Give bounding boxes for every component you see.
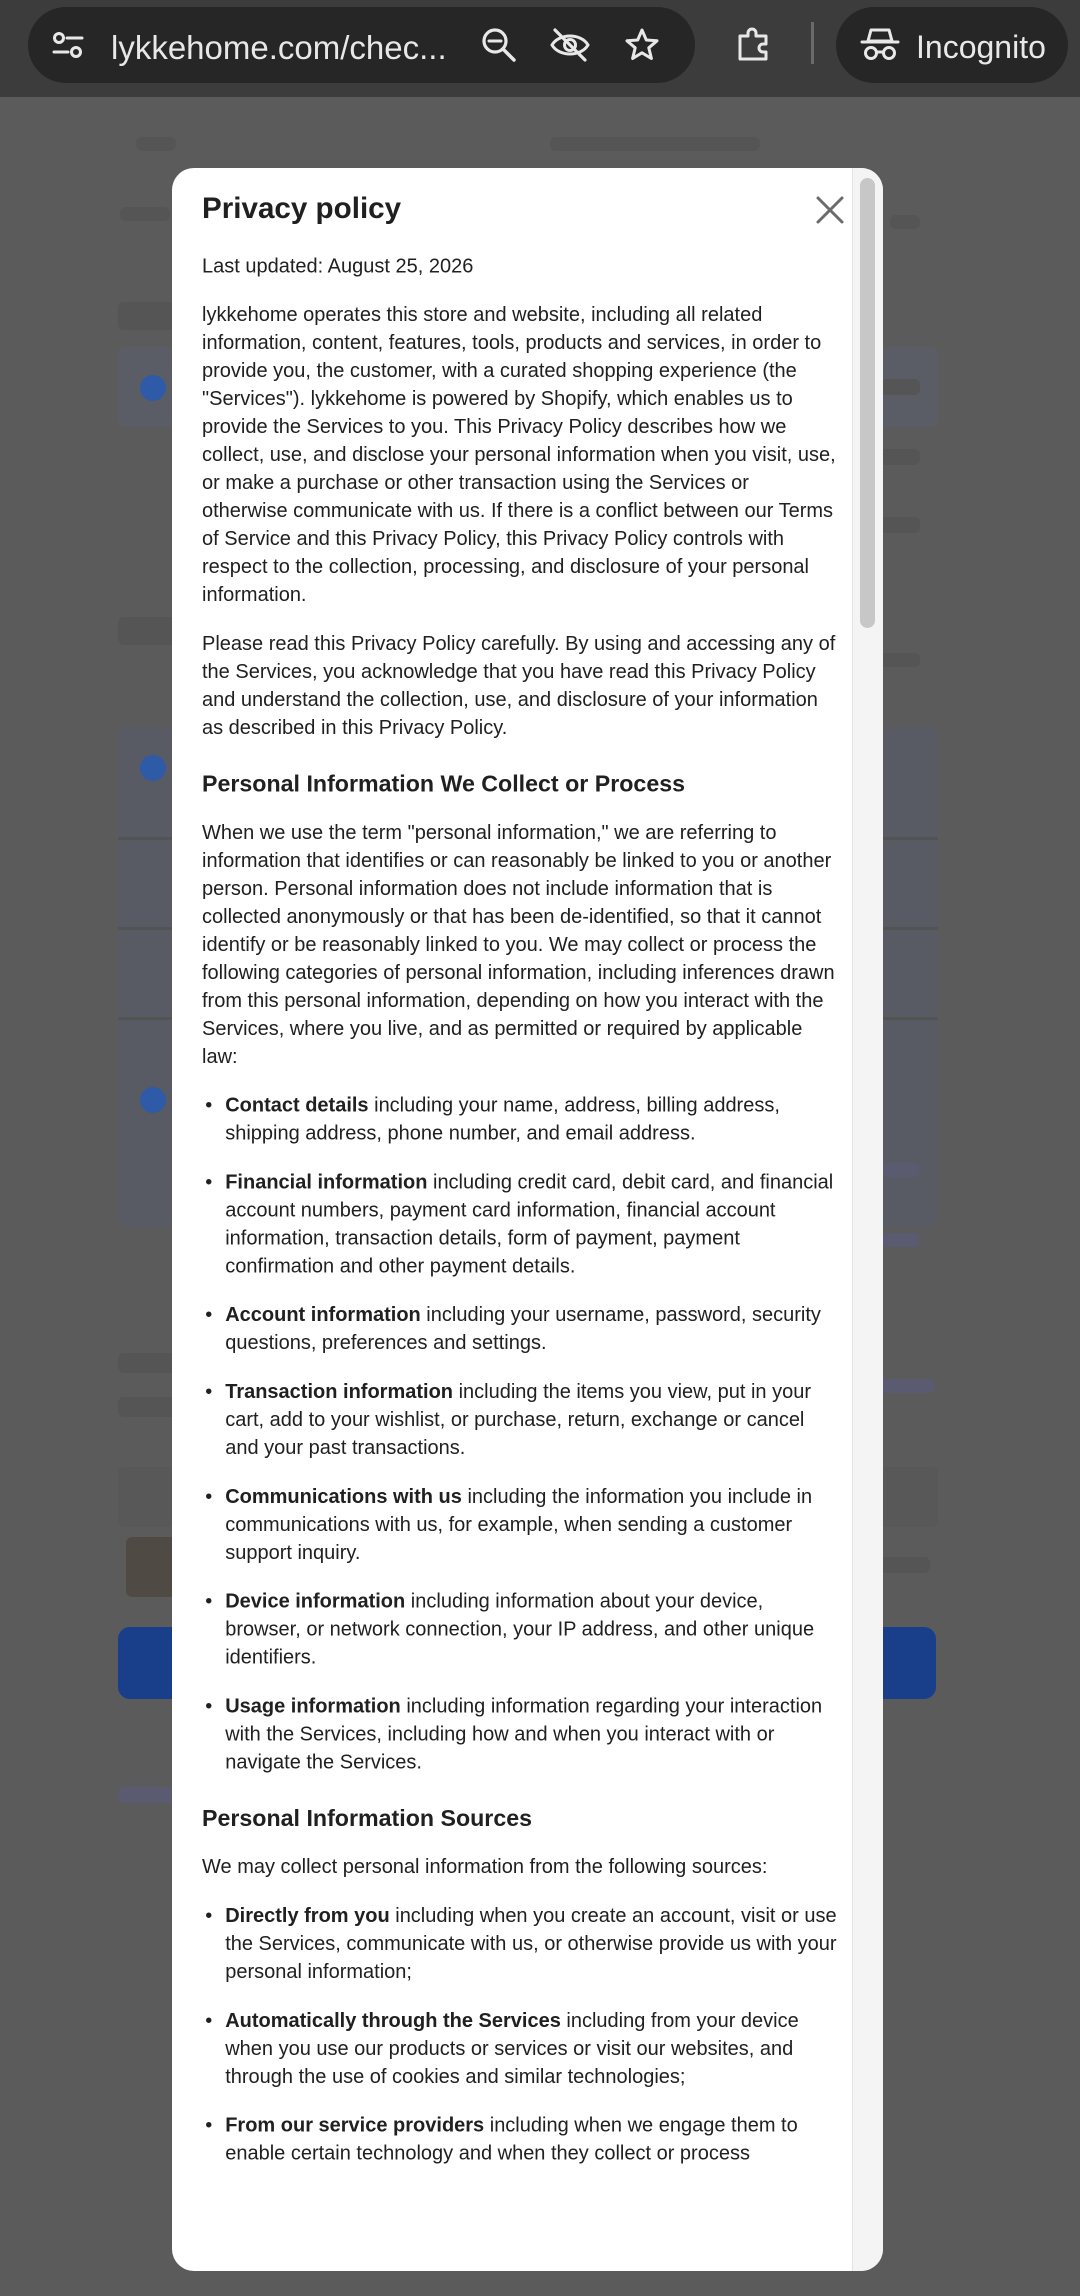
bookmark-star-icon[interactable]: [624, 27, 660, 63]
list-item-term: Directly from you: [225, 1904, 390, 1927]
list-item: • Account information including your username, password, security questions, preferences and settings.: [205, 1303, 821, 1354]
url-text[interactable]: lykkehome.com/chec...: [111, 29, 447, 66]
backdrop-shape: [880, 449, 920, 465]
scrollbar-thumb[interactable]: [860, 178, 875, 628]
list-item: • Communications with us including the information you include in communications with us, for example, when sending a customer support inquiry.: [205, 1485, 813, 1564]
modal-title: Privacy policy: [202, 191, 402, 225]
backdrop-shape: [120, 207, 170, 221]
modal-scroll-content[interactable]: [202, 190, 838, 2188]
list-item: • Contact details including your name, address, billing address, shipping address, phone number, and email address.: [205, 1094, 780, 1145]
incognito-icon: [860, 27, 900, 63]
address-bar[interactable]: [28, 7, 695, 83]
backdrop-shape: [118, 1787, 178, 1803]
backdrop-thumbnail: [126, 1537, 176, 1597]
list-item-text: including from your device when you use our products or services or visit our websites, and through the use of cookies and similar technologies;: [225, 2009, 799, 2088]
tracking-protection-eye-icon[interactable]: [549, 27, 591, 63]
backdrop-shape: [880, 379, 920, 395]
list-item-text: including information regarding your interaction with the Services, including how and when you interact with or navigate the Services.: [225, 1694, 823, 1774]
intro-paragraph: lykkehome operates this store and website, including all related information, content, features, tools, products and services, in order to provide you, the customer, with a curated shopping experience (the "Services"). lykkehome is powered by Shopify, which enables us to provide the Services to you. This Privacy Policy describes how we collect, use, and disclose your personal information when you visit, use, or make a purchase or other transaction using the Services or otherwise communicate with us. If there is a conflict between our Terms of Service and this Privacy Policy, this Privacy Policy controls with respect to the collection, processing, and disclosure of your personal information.: [202, 303, 836, 606]
backdrop-shape: [136, 137, 176, 151]
backdrop-shape: [880, 1233, 920, 1247]
extensions-puzzle-icon[interactable]: [734, 24, 774, 64]
site-settings-icon[interactable]: [50, 27, 86, 63]
list-item-text: including the information you include in communications with us, for example, when sending a customer support inquiry.: [225, 1485, 813, 1564]
list-item: • Transaction information including the items you view, put in your cart, add to your wishlist, or purchase, return, exchange or cancel and your past transactions.: [205, 1380, 811, 1459]
list-item-term: From our service providers: [225, 2114, 485, 2137]
section-heading-sources: Personal Information Sources: [202, 1806, 533, 1832]
list-item-text: including your name, address, billing address, shipping address, phone number, and email address.: [225, 1094, 780, 1145]
list-item: • From our service providers including when we engage them to enable certain technology and when they collect or process: [205, 2114, 798, 2165]
backdrop-shape: [880, 1163, 920, 1177]
backdrop-shape: [118, 1353, 178, 1373]
list-item-text: including when you create an account, visit or use the Services, communicate with us, or otherwise provide us with your personal information;: [225, 1904, 837, 1983]
privacy-policy-modal[interactable]: [172, 168, 883, 2271]
backdrop-radio: [140, 375, 166, 401]
list-item: • Directly from you including when you create an account, visit or use the Services, communicate with us, or otherwise provide us with your personal information;: [205, 1904, 837, 1983]
list-item-term: Account information: [225, 1303, 421, 1326]
list-item-term: Financial information: [225, 1170, 428, 1194]
backdrop-shape: [890, 215, 920, 229]
backdrop-shape: [118, 617, 178, 645]
browser-toolbar: [0, 0, 1080, 97]
list-item: • Automatically through the Services including from your device when you use our products or services or visit our websites, and through the use of cookies and similar technologies;: [205, 2009, 799, 2088]
list-item-term: Transaction information: [225, 1380, 454, 1403]
incognito-profile-button[interactable]: [836, 7, 1068, 83]
backdrop-shape: [880, 653, 920, 667]
incognito-label: Incognito: [916, 29, 1046, 65]
backdrop-radio: [140, 755, 166, 781]
list-item-text: including information about your device, browser, or network connection, your IP address, and other unique identifiers.: [225, 1590, 815, 1669]
backdrop-shape: [880, 517, 920, 533]
toolbar-divider: [811, 22, 814, 64]
list-item-term: Automatically through the Services: [225, 2009, 561, 2032]
backdrop-radio: [140, 1087, 166, 1113]
close-icon[interactable]: [808, 188, 852, 232]
backdrop-shape: [118, 302, 178, 330]
last-updated-text: Last updated: August 25, 2026: [202, 254, 474, 278]
list-item-term: Communications with us: [225, 1485, 462, 1508]
backdrop-shape: [550, 137, 760, 151]
list-item-text: including when we engage them to enable certain technology and when they collect or process: [225, 2114, 798, 2165]
backdrop-shape: [880, 1379, 935, 1393]
section-heading-collect: Personal Information We Collect or Process: [202, 771, 686, 798]
read-paragraph: Please read this Privacy Policy carefully. By using and accessing any of the Services, you acknowledge that you have read this Privacy Policy and understand the collection, use, and disclosure of your information as described in this Privacy Policy.: [202, 632, 836, 739]
list-item-text: including credit card, debit card, and financial account numbers, payment card information, financial account information, transaction details, form of payment, payment confirmation and other payment details.: [225, 1170, 834, 1278]
list-item: • Financial information including credit card, debit card, and financial account numbers, payment card information, financial account information, transaction details, form of payment, payment confirmation and other payment details.: [205, 1170, 834, 1278]
list-item-term: Device information: [225, 1590, 406, 1613]
sources-paragraph: We may collect personal information from the following sources:: [202, 1855, 768, 1878]
list-item-term: Contact details: [225, 1094, 369, 1117]
zoom-icon[interactable]: [480, 26, 518, 64]
list-item-term: Usage information: [225, 1694, 401, 1718]
sources-list: [202, 1902, 838, 2168]
list-item-text: including the items you view, put in your cart, add to your wishlist, or purchase, return, exchange or cancel and your past transactions.: [225, 1380, 811, 1459]
collect-paragraph: When we use the term "personal information," we are referring to information that identifies or can reasonably be linked to you or another person. Personal information does not include information that is collected anonymously or that has been de-identified, so that it cannot identify or be reasonably linked to you. We may collect or process the following categories of personal information, including inferences drawn from this personal information, depending on how you interact with the Services, where you live, and as permitted or required by applicable law:: [202, 821, 835, 1068]
backdrop-shape: [880, 1557, 930, 1573]
list-item: • Usage information including information regarding your interaction with the Services, including how and when you interact with or navigate the Services.: [205, 1694, 823, 1774]
backdrop-shape: [118, 1397, 178, 1417]
collect-categories-list: [202, 1092, 838, 1777]
list-item-text: including your username, password, security questions, preferences and settings.: [225, 1303, 821, 1354]
list-item: • Device information including information about your device, browser, or network connection, your IP address, and other unique identifiers.: [205, 1590, 815, 1669]
